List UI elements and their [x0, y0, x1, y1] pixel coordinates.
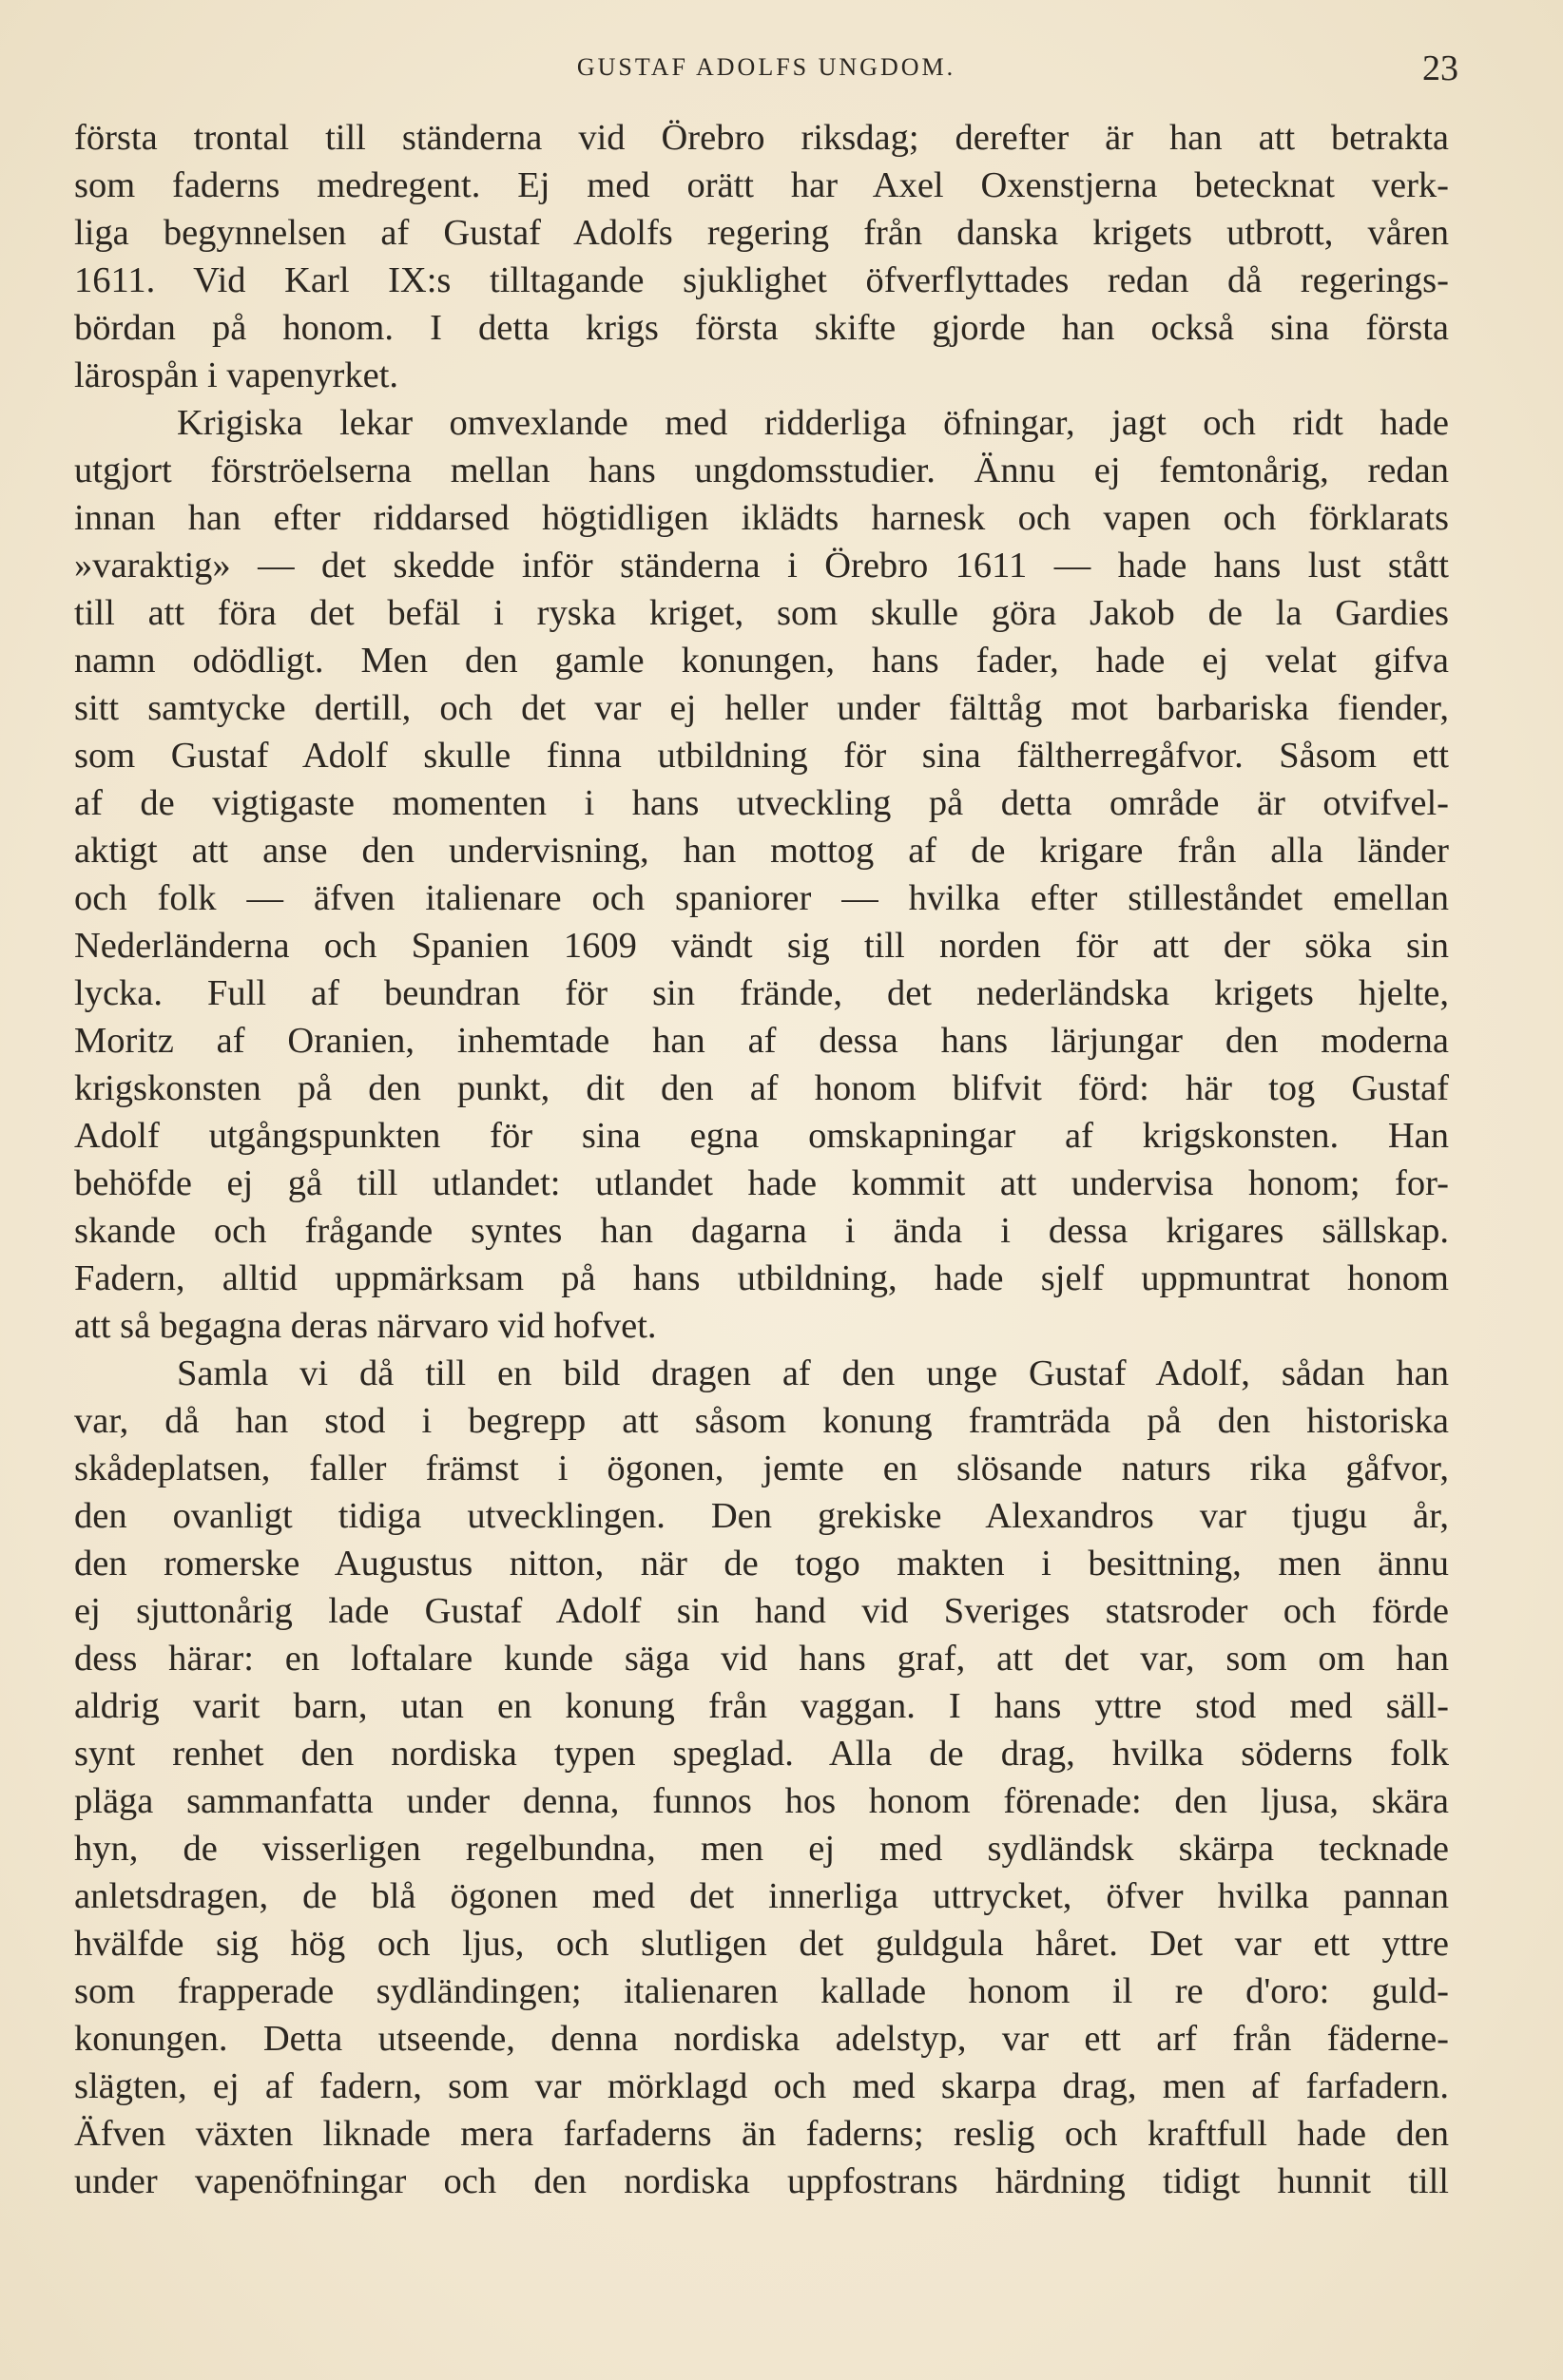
- text-line: Adolf utgångspunkten för sina egna omskapningar af krigskonsten. Han: [74, 1116, 1449, 1156]
- text-line: lycka. Full af beundran för sin frände, det nederländska krigets hjelte,: [74, 973, 1449, 1013]
- text-line: 1611. Vid Karl IX:s tilltagande sjuklighet öfverflyttades redan då regerings-: [74, 260, 1449, 300]
- running-title: GUSTAF ADOLFS UNGDOM.: [576, 53, 956, 81]
- text-line: slägten, ej af fadern, som var mörklagd och med skarpa drag, men af farfadern.: [74, 2066, 1449, 2106]
- page-number: 23: [1422, 48, 1458, 88]
- body-text: [74, 114, 1449, 2205]
- text-line: utgjort förströelserna mellan hans ungdomsstudier. Ännu ej femtonårig, redan: [74, 451, 1449, 490]
- text-line: bördan på honom. I detta krigs första skifte gjorde han också sina första: [74, 308, 1449, 348]
- text-line: hyn, de visserligen regelbundna, men ej med sydländsk skärpa tecknade: [74, 1829, 1449, 1869]
- text-line: till att föra det befäl i ryska kriget, som skulle göra Jakob de la Gardies: [74, 593, 1449, 633]
- text-line: ej sjuttonårig lade Gustaf Adolf sin hand vid Sveriges statsroder och förde: [74, 1591, 1449, 1631]
- text-line: under vapenöfningar och den nordiska uppfostrans härdning tidigt hunnit till: [74, 2161, 1449, 2201]
- text-line: var, då han stod i begrepp att såsom konung framträda på den historiska: [74, 1401, 1449, 1441]
- text-line: behöfde ej gå till utlandet: utlandet hade kommit att undervisa honom; for-: [74, 1163, 1449, 1203]
- text-line: Krigiska lekar omvexlande med ridderliga öfningar, jagt och ridt hade: [177, 403, 1449, 443]
- text-line: »varaktig» — det skedde inför ständerna i Örebro 1611 — hade hans lust stått: [74, 546, 1449, 585]
- text-line: krigskonsten på den punkt, dit den af honom blifvit förd: här tog Gustaf: [74, 1068, 1449, 1108]
- text-line: som frapperade sydländingen; italienaren kallade honom il re d'oro: guld-: [74, 1971, 1449, 2011]
- text-line: att så begagna deras närvaro vid hofvet.: [74, 1306, 657, 1346]
- text-line: första trontal till ständerna vid Örebro riksdag; derefter är han att betrakta: [74, 118, 1449, 158]
- text-line: den ovanligt tidiga utvecklingen. Den grekiske Alexandros var tjugu år,: [74, 1496, 1449, 1536]
- paragraph-1: [74, 114, 1449, 399]
- text-line: innan han efter riddarsed högtidligen iklädts harnesk och vapen och förklarats: [74, 498, 1449, 538]
- text-line: som faderns medregent. Ej med orätt har Axel Oxenstjerna betecknat verk-: [74, 165, 1449, 205]
- text-line: aldrig varit barn, utan en konung från vaggan. I hans yttre stod med säll-: [74, 1686, 1449, 1726]
- text-line: Fadern, alltid uppmärksam på hans utbildning, hade sjelf uppmuntrat honom: [74, 1258, 1449, 1298]
- text-line: skande och frågande syntes han dagarna i ända i dessa krigares sällskap.: [74, 1211, 1449, 1251]
- text-line: sitt samtycke dertill, och det var ej heller under fälttåg mot barbariska fiender,: [74, 688, 1449, 728]
- text-line: liga begynnelsen af Gustaf Adolfs regering från danska krigets utbrott, våren: [74, 213, 1449, 253]
- text-line: pläga sammanfatta under denna, funnos hos honom förenade: den ljusa, skära: [74, 1781, 1449, 1821]
- page-header: [74, 48, 1458, 105]
- text-line: den romerske Augustus nitton, när de togo makten i besittning, men ännu: [74, 1544, 1449, 1583]
- text-line: Äfven växten liknade mera farfaderns än faderns; reslig och kraftfull hade den: [74, 2114, 1449, 2154]
- text-line: konungen. Detta utseende, denna nordiska adelstyp, var ett arf från fäderne-: [74, 2019, 1449, 2059]
- text-line: skådeplatsen, faller främst i ögonen, jemte en slösande naturs rika gåfvor,: [74, 1449, 1449, 1488]
- paragraph-2: [74, 399, 1449, 1350]
- text-line: Nederländerna och Spanien 1609 vändt sig till norden för att der söka sin: [74, 926, 1449, 966]
- text-line: hvälfde sig hög och ljus, och slutligen det guldgula håret. Det var ett yttre: [74, 1924, 1449, 1964]
- text-line: af de vigtigaste momenten i hans utveckling på detta område är otvifvel-: [74, 783, 1449, 823]
- text-line: Moritz af Oranien, inhemtade han af dessa hans lärjungar den moderna: [74, 1021, 1449, 1061]
- text-line: Samla vi då till en bild dragen af den unge Gustaf Adolf, sådan han: [177, 1353, 1449, 1393]
- text-line: anletsdragen, de blå ögonen med det innerliga uttrycket, öfver hvilka pannan: [74, 1876, 1449, 1916]
- text-line: aktigt att anse den undervisning, han mottog af de krigare från alla länder: [74, 831, 1449, 871]
- text-line: namn odödligt. Men den gamle konungen, hans fader, hade ej velat gifva: [74, 641, 1449, 681]
- text-line: dess härar: en loftalare kunde säga vid hans graf, att det var, som om han: [74, 1639, 1449, 1679]
- text-line: som Gustaf Adolf skulle finna utbildning för sina fältherregåfvor. Såsom ett: [74, 736, 1449, 776]
- paragraph-3: [74, 1350, 1449, 2205]
- text-line: lärospån i vapenyrket.: [74, 355, 399, 395]
- text-line: och folk — äfven italienare och spaniorer — hvilka efter stilleståndet emellan: [74, 878, 1449, 918]
- text-line: synt renhet den nordiska typen speglad. Alla de drag, hvilka söderns folk: [74, 1734, 1449, 1774]
